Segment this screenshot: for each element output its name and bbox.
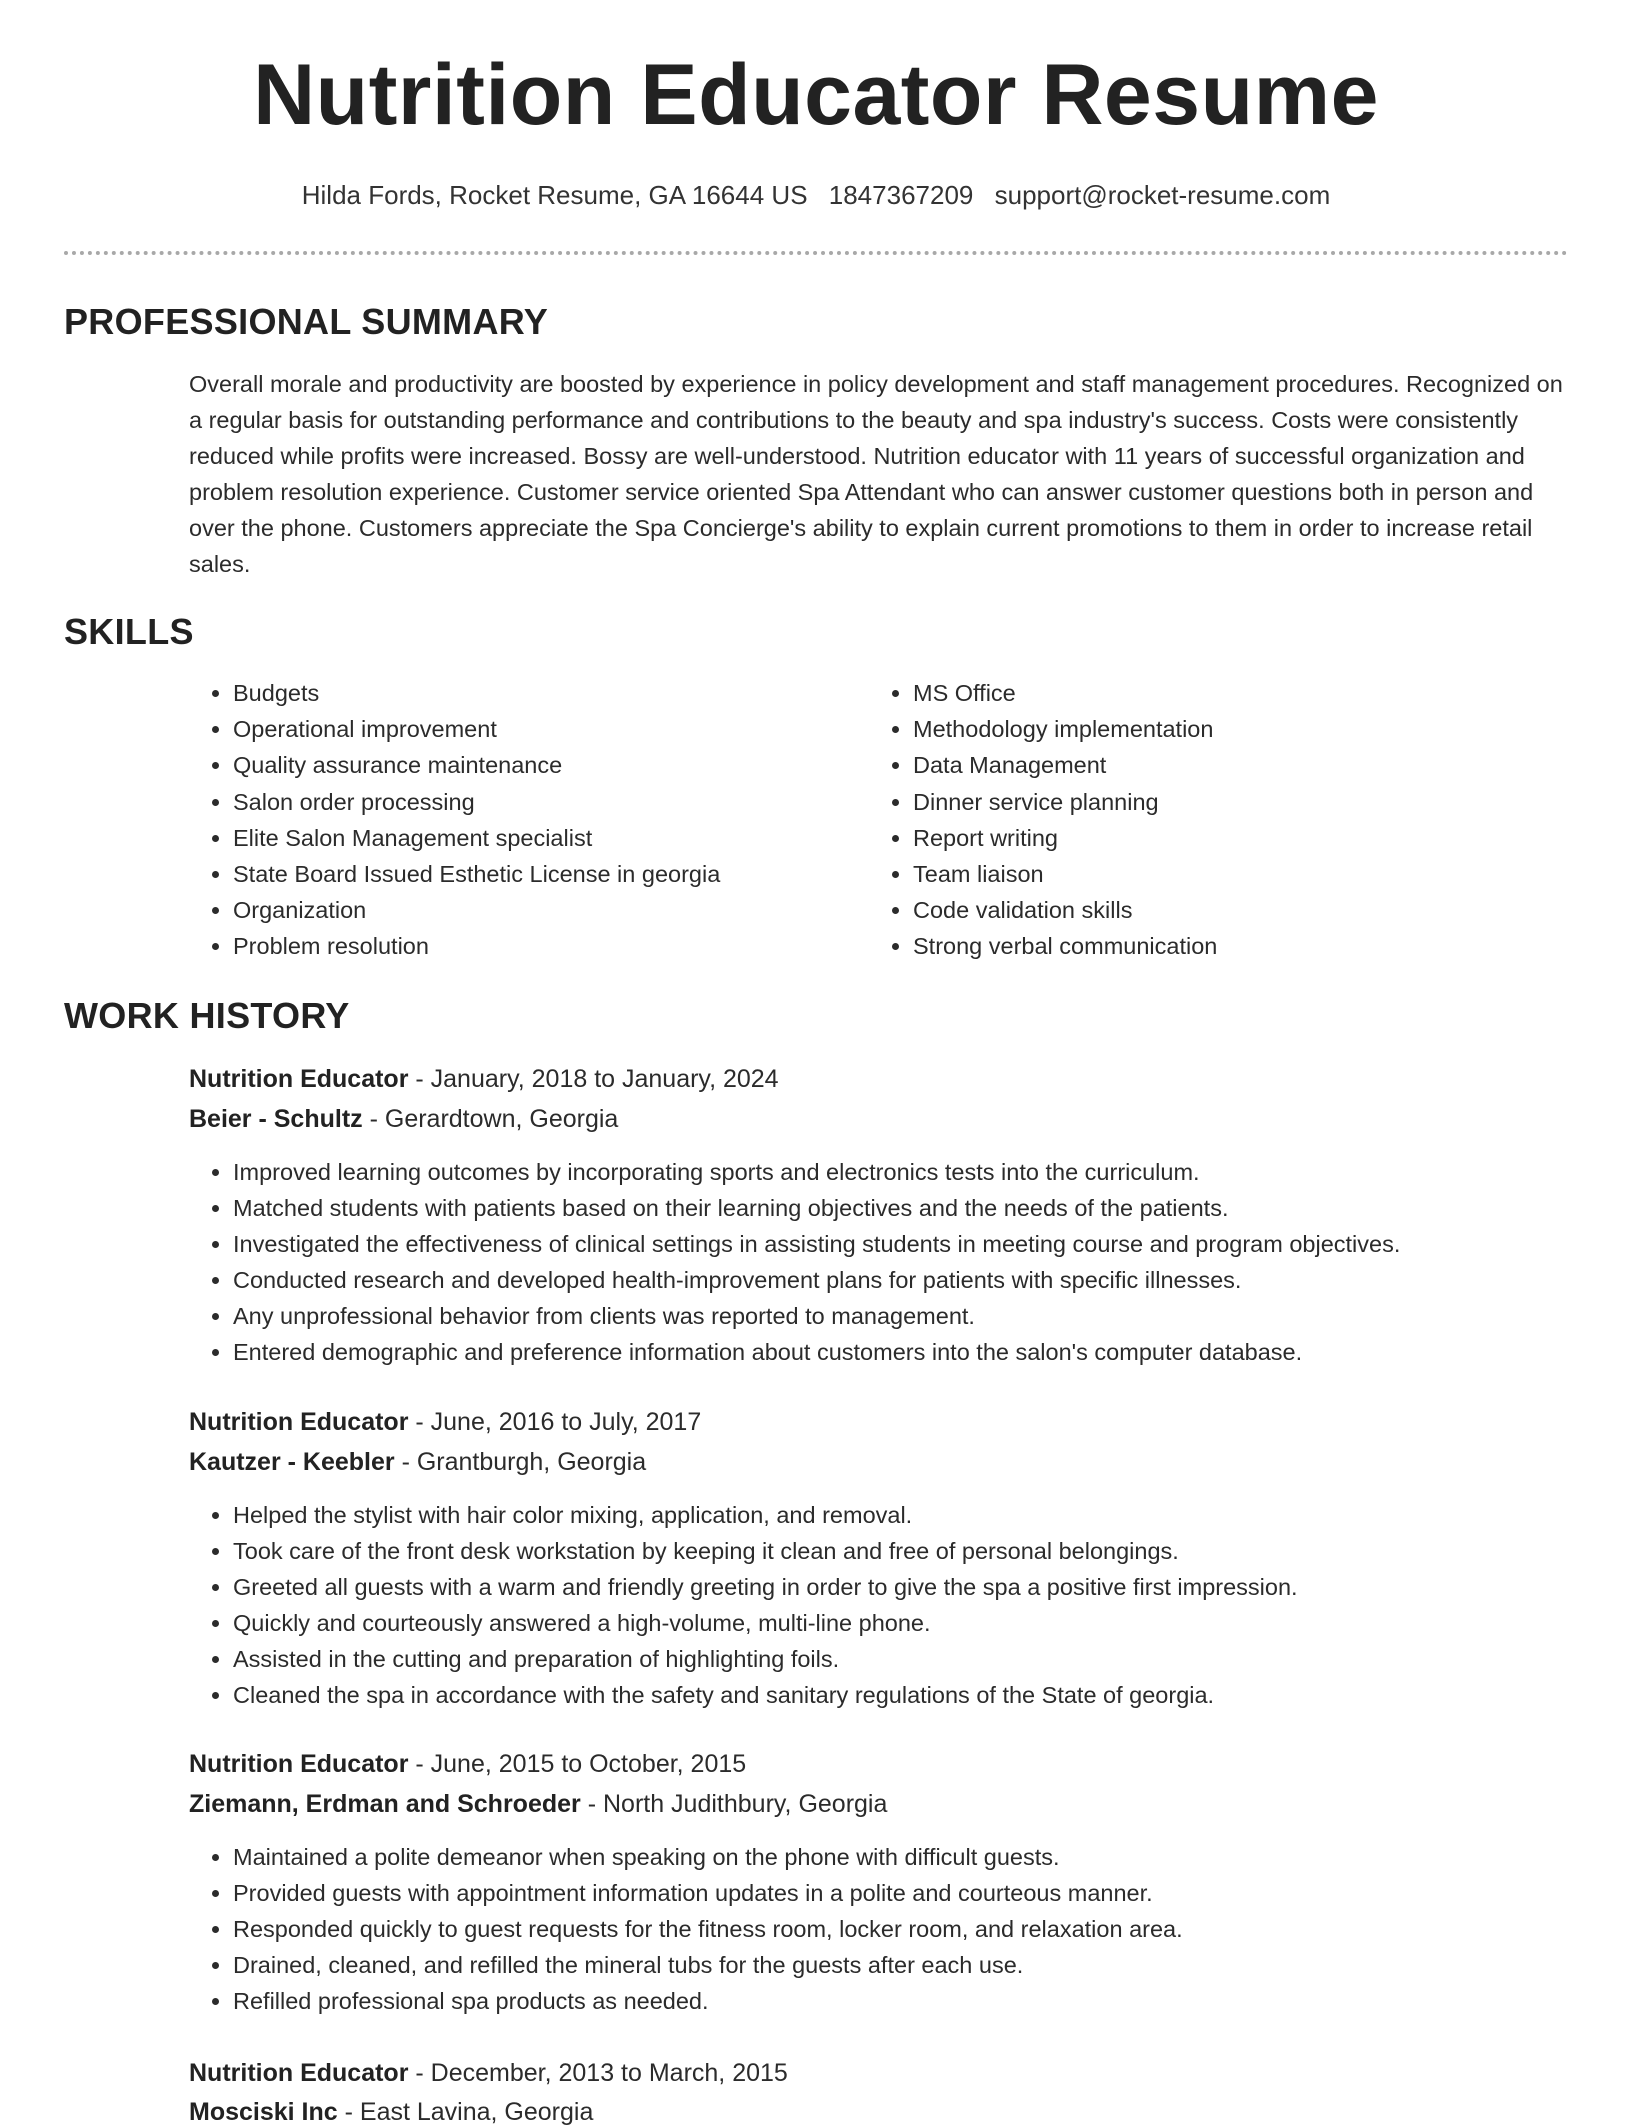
job-title-line [189,1410,1569,1435]
job-bullet: • Responded quickly to guest requests for the fitness room, locker room, and relaxation area. [233,1911,1569,1947]
job-company-line [189,2100,1569,2125]
job-bullet: • Helped the stylist with hair color mixing, application, and removal. [233,1497,1569,1533]
job-bullet: • Greeted all guests with a warm and friendly greeting in order to give the spa a positive first impression. [233,1569,1569,1605]
skill-item: • Problem resolution [233,928,720,964]
job-location: - Gerardtown, Georgia [362,1105,619,1133]
job-company: Ziemann, Erdman and Schroeder [189,1790,581,1818]
work-history-heading: WORK HISTORY [64,995,350,1036]
job-location: - Grantburgh, Georgia [394,1448,647,1476]
job-dates: - January, 2018 to January, 2024 [408,1065,779,1093]
skill-item: • MS Office [913,675,1217,711]
job-bullet: • Matched students with patients based on their learning objectives and the needs of the patients. [233,1190,1569,1226]
job-title: Nutrition Educator [189,1408,409,1436]
job-bullets [189,1497,1569,1713]
job-title: Nutrition Educator [189,1750,409,1778]
job-bullets [189,1154,1569,1370]
skill-item: • Operational improvement [233,711,720,747]
skills-list-left [189,675,720,965]
job-bullet: • Any unprofessional behavior from clients was reported to management. [233,1298,1569,1334]
job-dates: - December, 2013 to March, 2015 [408,2059,788,2087]
job-location: - East Lavina, Georgia [337,2098,594,2126]
job-bullet: • Cleaned the spa in accordance with the safety and sanitary regulations of the State of georgia. [233,1677,1569,1713]
job-dates: - June, 2016 to July, 2017 [408,1408,702,1436]
summary-text: Overall morale and productivity are boosted by experience in policy development and staff management procedures. Recognized on a regular basis for outstanding performance and contributions to the beauty and spa industry's success. Costs were consistently reduced while profits were increased. Bossy are well-understood. Nutrition educator with 11 years of successful organization and problem resolution experience. Customer service oriented Spa Attendant who can answer customer questions both in person and over the phone. Customers appreciate the Spa Concierge's ability to explain current promotions to them in order to increase retail sales. [189,371,1563,577]
job-company-line [189,1450,1569,1475]
job-bullet: • Took care of the front desk workstation by keeping it clean and free of personal belongings. [233,1533,1569,1569]
job-entry [189,2061,1569,2125]
job-location: - North Judithbury, Georgia [580,1790,888,1818]
job-bullet: • Investigated the effectiveness of clinical settings in assisting students in meeting course and program objectives. [233,1226,1569,1262]
job-bullet: • Maintained a polite demeanor when speaking on the phone with difficult guests. [233,1839,1569,1875]
job-bullet: • Quickly and courteously answered a high-volume, multi-line phone. [233,1605,1569,1641]
job-company: Kautzer - Keebler [189,1448,395,1476]
job-entry [189,1410,1569,1713]
job-bullet: • Provided guests with appointment information updates in a polite and courteous manner. [233,1875,1569,1911]
skills-list-right [869,675,1217,965]
job-bullet: • Entered demographic and preference information about customers into the salon's computer database. [233,1334,1569,1370]
contact-phone: 1847367209 [828,180,974,210]
skill-item: • Dinner service planning [913,784,1217,820]
job-company-line [189,1792,1569,1817]
job-title-line [189,2061,1569,2086]
skill-item: • Code validation skills [913,892,1217,928]
skill-item: • Report writing [913,820,1217,856]
skill-item: • Data Management [913,747,1217,783]
contact-address: Hilda Fords, Rocket Resume, GA 16644 US [301,180,808,210]
job-title: Nutrition Educator [189,1065,409,1093]
skill-item: • Organization [233,892,720,928]
job-bullet: • Conducted research and developed health-improvement plans for patients with specific illnesses. [233,1262,1569,1298]
job-company: Beier - Schultz [189,1105,363,1133]
job-company: Mosciski Inc [189,2098,338,2126]
job-title: Nutrition Educator [189,2059,409,2087]
job-bullets [189,1839,1569,2019]
job-company-line [189,1107,1569,1132]
summary-heading: PROFESSIONAL SUMMARY [64,301,549,342]
job-bullet: • Drained, cleaned, and refilled the mineral tubs for the guests after each use. [233,1947,1569,1983]
skill-item: • Budgets [233,675,720,711]
skill-item: • Elite Salon Management specialist [233,820,720,856]
job-entry [189,1067,1569,1370]
skill-item: • Salon order processing [233,784,720,820]
skill-item: • Team liaison [913,856,1217,892]
job-entry [189,1752,1569,2019]
job-bullet: • Assisted in the cutting and preparation of highlighting foils. [233,1641,1569,1677]
skill-item: • State Board Issued Esthetic License in georgia [233,856,720,892]
job-title-line [189,1067,1569,1092]
job-title-line [189,1752,1569,1777]
skill-item: • Methodology implementation [913,711,1217,747]
job-bullet: • Improved learning outcomes by incorporating sports and electronics tests into the curriculum. [233,1154,1569,1190]
skill-item: • Strong verbal communication [913,928,1217,964]
skill-item: • Quality assurance maintenance [233,747,720,783]
contact-line [0,182,1632,208]
job-bullet: • Refilled professional spa products as needed. [233,1983,1569,2019]
header-divider [64,251,1568,255]
skills-heading: SKILLS [64,611,194,652]
contact-email: support@rocket-resume.com [994,180,1331,210]
resume-title: Nutrition Educator Resume [253,47,1379,143]
job-dates: - June, 2015 to October, 2015 [408,1750,747,1778]
